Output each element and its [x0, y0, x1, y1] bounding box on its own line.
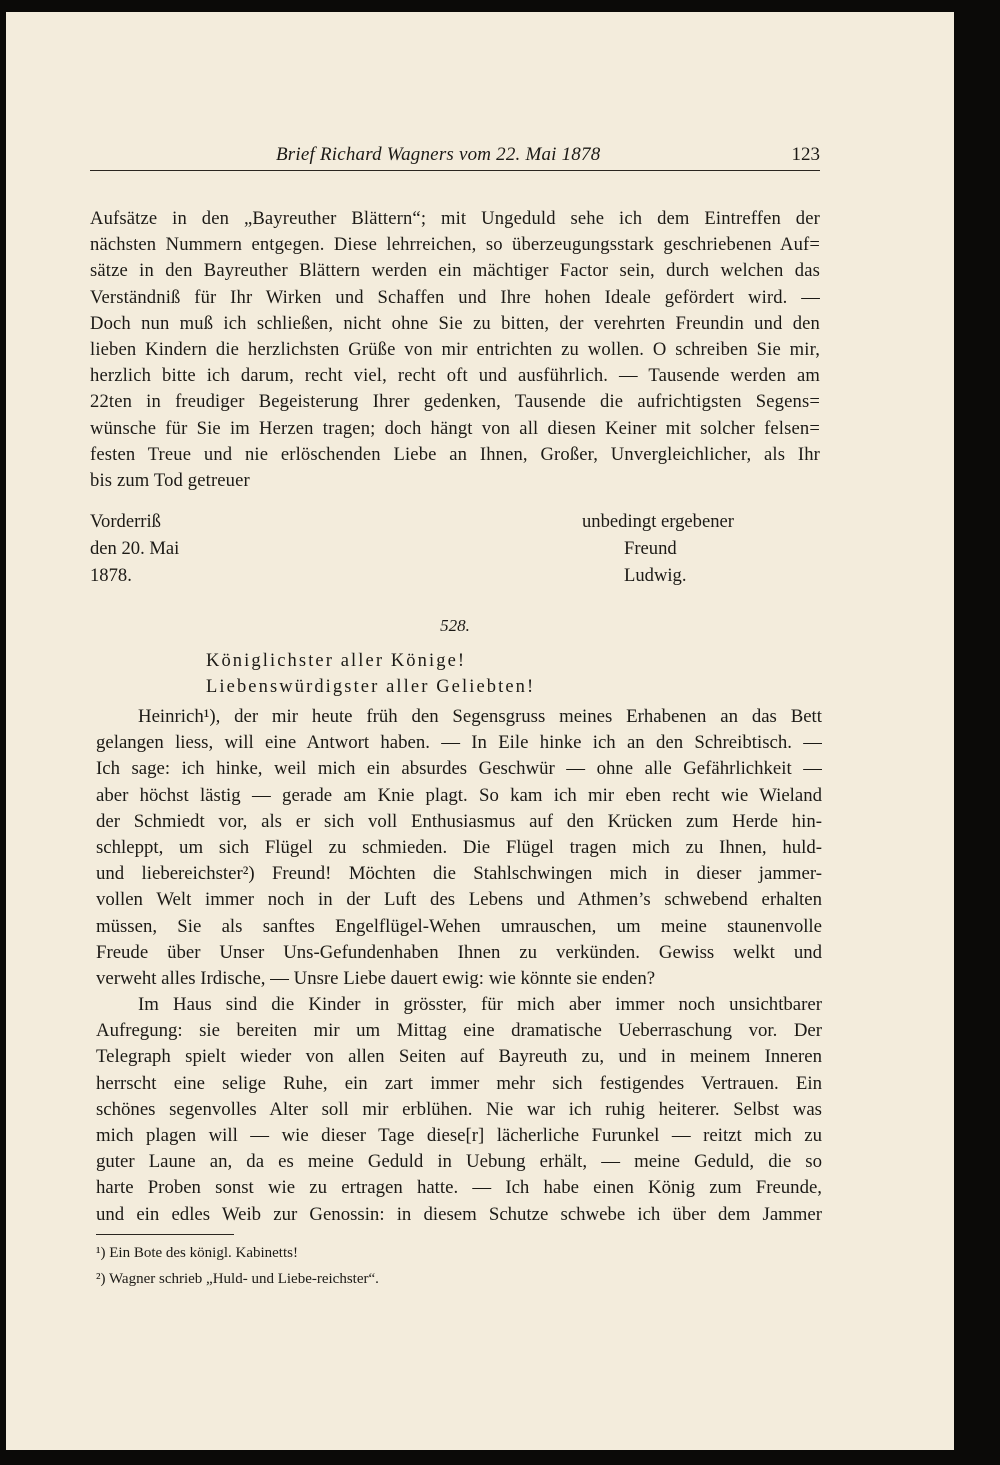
text-line: aber höchst lästig — gerade am Knie plagt. So kam ich mir eben recht wie Wieland	[96, 784, 822, 806]
text-line: festen Treue und nie erlöschenden Liebe an Ihnen, Großer, Unvergleichlicher, als Ihr	[90, 443, 820, 465]
page-number: 123	[791, 144, 820, 165]
text-line: Verständniß für Ihr Wirken und Schaffen und Ihre hohen Ideale gefördert wird. —	[90, 286, 820, 308]
text-line: Aufregung: sie bereiten mir um Mittag eine dramatische Ueberraschung vor. Der	[96, 1020, 822, 1042]
text-line: bis zum Tod getreuer	[90, 469, 250, 491]
text-line: mich plagen will — wie dieser Tage diese[r] lächerliche Furunkel — reitzt mich zu	[96, 1125, 822, 1146]
text-line: Aufsätze in den „Bayreuther Blättern“; mit Ungeduld sehe ich dem Eintreffen der	[90, 208, 820, 229]
text-line: Im Haus sind die Kinder in grösster, für mich aber immer noch unsichtbarer	[138, 994, 822, 1016]
date-line: den 20. Mai	[90, 538, 180, 559]
text-line: harte Proben sonst wie zu ertragen hatte. — Ich habe einen König zum Freunde,	[96, 1177, 822, 1199]
text-line: herzlich bitte ich darum, recht viel, recht oft und ausführlich. — Tausende werden am	[90, 365, 820, 387]
letter-number: 528.	[440, 616, 470, 635]
text-line: verweht alles Irdische, — Unsre Liebe dauert ewig: wie könnte sie enden?	[96, 967, 656, 989]
footnotes	[96, 1240, 379, 1292]
place: Vorderriß	[90, 511, 161, 532]
closing-line: unbedingt ergebener	[582, 511, 734, 532]
letter-527-text	[90, 206, 820, 494]
text-line: wünsche für Sie im Herzen tragen; doch hängt von all diesen Keiner mit solcher felsen=	[90, 417, 820, 439]
text-line: nächsten Nummern entgegen. Diese lehrreichen, so überzeugungsstark geschriebenen Auf=	[90, 234, 820, 256]
text-line: und liebereichster²) Freund! Möchten die Stahlschwingen mich in dieser jammer-	[96, 863, 822, 885]
text-line: Telegraph spielt wieder von allen Seiten auf Bayreuth zu, und in meinem Inneren	[96, 1046, 822, 1068]
text-line: schleppt, um sich Flügel zu schmieden. Die Flügel tragen mich zu Ihnen, huld-	[96, 836, 822, 858]
letter-528-text	[96, 704, 822, 1228]
text-line: müssen, Sie als sanftes Engelflügel-Wehen umrauschen, um meine staunenvolle	[96, 915, 822, 937]
place-date	[90, 508, 179, 589]
year: 1878.	[90, 565, 132, 586]
text-line: 22ten in freudiger Begeisterung Ihrer gedenken, Tausende die aufrichtigsten Segens=	[90, 391, 820, 413]
text-line: gelangen liess, will eine Antwort haben. — In Eile hinke ich an den Schreibtisch. —	[96, 732, 822, 754]
salutation	[206, 648, 535, 700]
footnote: ²) Wagner schrieb „Huld- und Liebe-reichster“.	[96, 1271, 379, 1287]
salutation-line: Liebenswürdigster aller Geliebten!	[206, 677, 536, 697]
text-line: schönes segenvolles Alter soll mir erblühen. Nie war ich ruhig heiterer. Selbst was	[96, 1098, 822, 1120]
signature-name: Ludwig.	[624, 565, 687, 586]
text-line: vollen Welt immer noch in der Luft des Lebens und Athmen’s schwebend erhalten	[96, 889, 822, 911]
text-line: Heinrich¹), der mir heute früh den Segensgruss meines Erhabenen an das Bett	[138, 706, 822, 727]
text-line: sätze in den Bayreuther Blättern werden ein mächtiger Factor sein, durch welchen das	[90, 260, 820, 282]
text-line: Doch nun muß ich schließen, nicht ohne Sie zu bitten, der verehrten Freundin und den	[90, 312, 820, 334]
text-line: und ein edles Weib zur Genossin: in diesem Schutze schwebe ich über dem Jammer	[96, 1203, 822, 1225]
salutation-line: Königlichster aller Könige!	[206, 651, 467, 671]
footnote: ¹) Ein Bote des königl. Kabinetts!	[96, 1245, 298, 1261]
running-header	[90, 136, 820, 171]
text-line: Ich sage: ich hinke, weil mich ein absurdes Geschwür — ohne alle Gefährlichkeit —	[96, 758, 822, 780]
closing	[582, 508, 734, 589]
footnote-rule	[96, 1234, 234, 1235]
closing-line-2: Freund	[624, 538, 677, 559]
text-line: herrscht eine selige Ruhe, ein zart immer mehr sich festigendes Vertrauen. Ein	[96, 1072, 822, 1094]
text-line: Freude über Unser Uns-Gefundenhaben Ihnen zu verkünden. Gewiss welkt und	[96, 941, 822, 963]
text-line: guter Laune an, da es meine Geduld in Uebung erhält, — meine Geduld, die so	[96, 1151, 822, 1173]
text-line: lieben Kindern die herzlichsten Grüße von mir entrichten zu wollen. O schreiben Sie mir,	[90, 338, 820, 360]
book-page	[6, 12, 954, 1450]
text-line: der Schmiedt vor, als er sich voll Enthusiasmus auf den Krücken zum Herde hin-	[96, 810, 822, 832]
running-title: Brief Richard Wagners vom 22. Mai 1878	[276, 144, 601, 165]
